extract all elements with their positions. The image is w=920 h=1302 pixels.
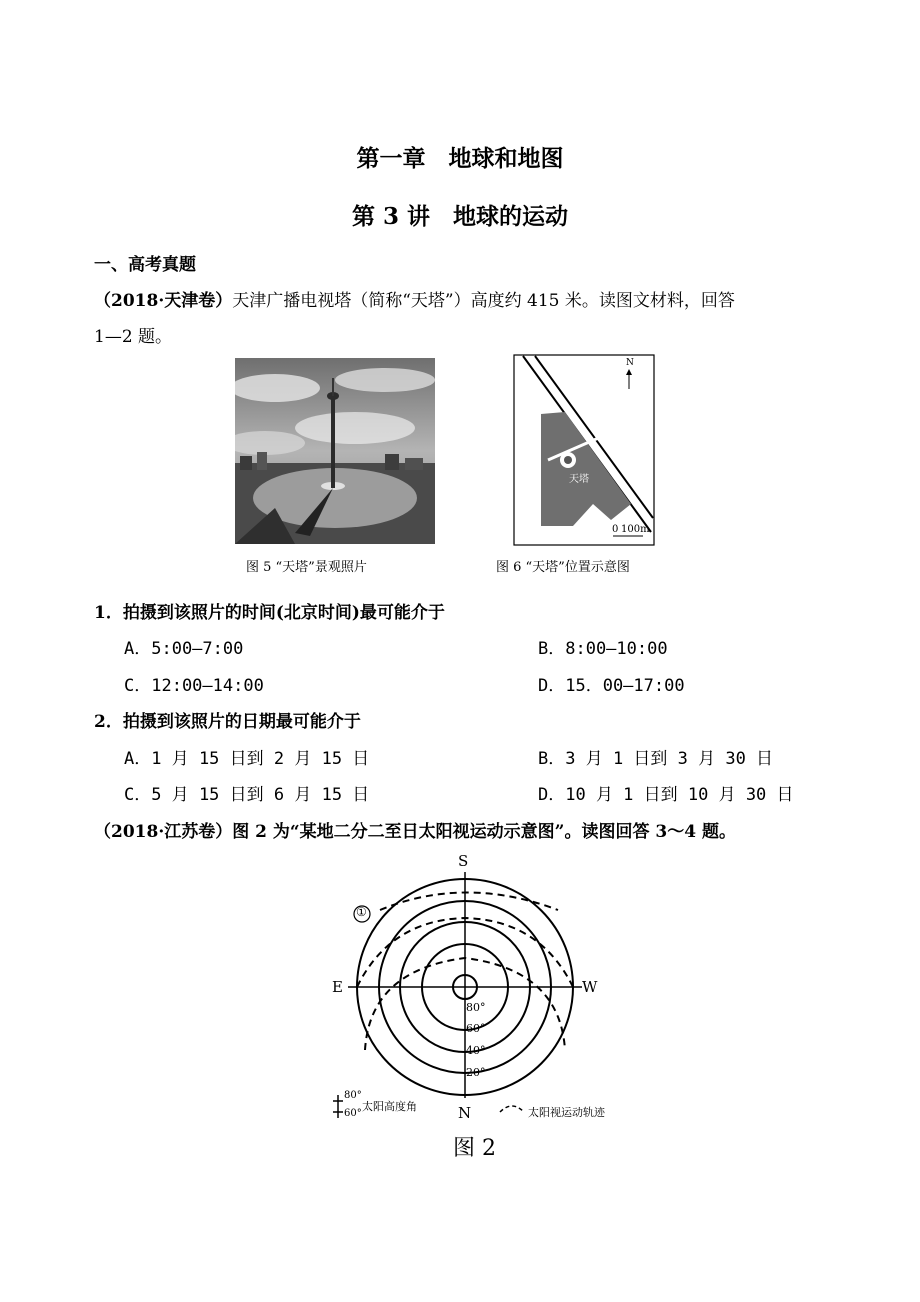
intro-text-line2: 1—2 题。 [94,327,173,347]
q1-option-c[interactable]: C．12:00—14:00 [124,676,264,696]
intro-source: （2018·天津卷） [94,291,233,311]
figure5-caption: 图 5 “天塔”景观照片 [246,560,367,575]
north-label: N [626,358,634,368]
track-marker-1: ① [356,905,367,919]
direction-east: E [332,978,343,996]
altitude-40: 40° [466,1044,486,1057]
q2-option-b[interactable]: B．3 月 1 日到 3 月 30 日 [538,749,774,769]
legend-altitude-label: 太阳高度角 [362,1100,417,1113]
tianta-map-graphic [513,354,655,546]
section-heading: 一、高考真题 [94,255,196,275]
tianta-photo [235,358,435,544]
q2-option-c[interactable]: C．5 月 15 日到 6 月 15 日 [124,785,370,805]
q1-stem: 1．拍摄到该照片的时间(北京时间)最可能介于 [94,603,445,623]
scale-zero: 0 [612,524,619,535]
q2-stem: 2．拍摄到该照片的日期最可能介于 [94,712,361,732]
legend-alt-top: 80° [344,1090,362,1101]
intro-text-line1: 天津广播电视塔（简称“天塔”）高度约 415 米。读图文材料，回答 [232,291,735,311]
lecture-title: 第 3 讲 地球的运动 [351,203,569,230]
tianta-label: 天塔 [569,474,589,485]
legend-alt-bottom: 60° [344,1108,362,1119]
sun-path-diagram [320,850,610,1130]
legend-track-label: 太阳视运动轨迹 [528,1106,605,1119]
altitude-60: 60° [466,1022,486,1035]
direction-north: N [458,1104,472,1122]
intro-tianjin [94,286,735,311]
scale-label: 100m [621,524,650,535]
q1-option-d[interactable]: D．15．00—17:00 [538,676,685,696]
direction-west: W [582,978,598,996]
direction-south: S [458,852,469,870]
figure2-caption: 图 2 [453,1136,496,1161]
intro-jiangsu: （2018·江苏卷）图 2 为“某地二分二至日太阳视运动示意图”。读图回答 3～4 题。 [94,822,736,842]
chapter-title: 第一章 地球和地图 [356,145,564,172]
sun-path-graphic [320,850,610,1130]
altitude-20: 20° [466,1066,486,1079]
altitude-80: 80° [466,1001,486,1014]
figure6-caption: 图 6 “天塔”位置示意图 [496,560,630,575]
q2-option-d[interactable]: D．10 月 1 日到 10 月 30 日 [538,785,794,805]
tianta-location-map [513,354,655,546]
q2-option-a[interactable]: A．1 月 15 日到 2 月 15 日 [124,749,370,769]
q1-option-b[interactable]: B．8:00—10:00 [538,639,668,659]
q1-option-a[interactable]: A．5:00—7:00 [124,639,244,659]
tianta-photo-image [235,358,435,544]
